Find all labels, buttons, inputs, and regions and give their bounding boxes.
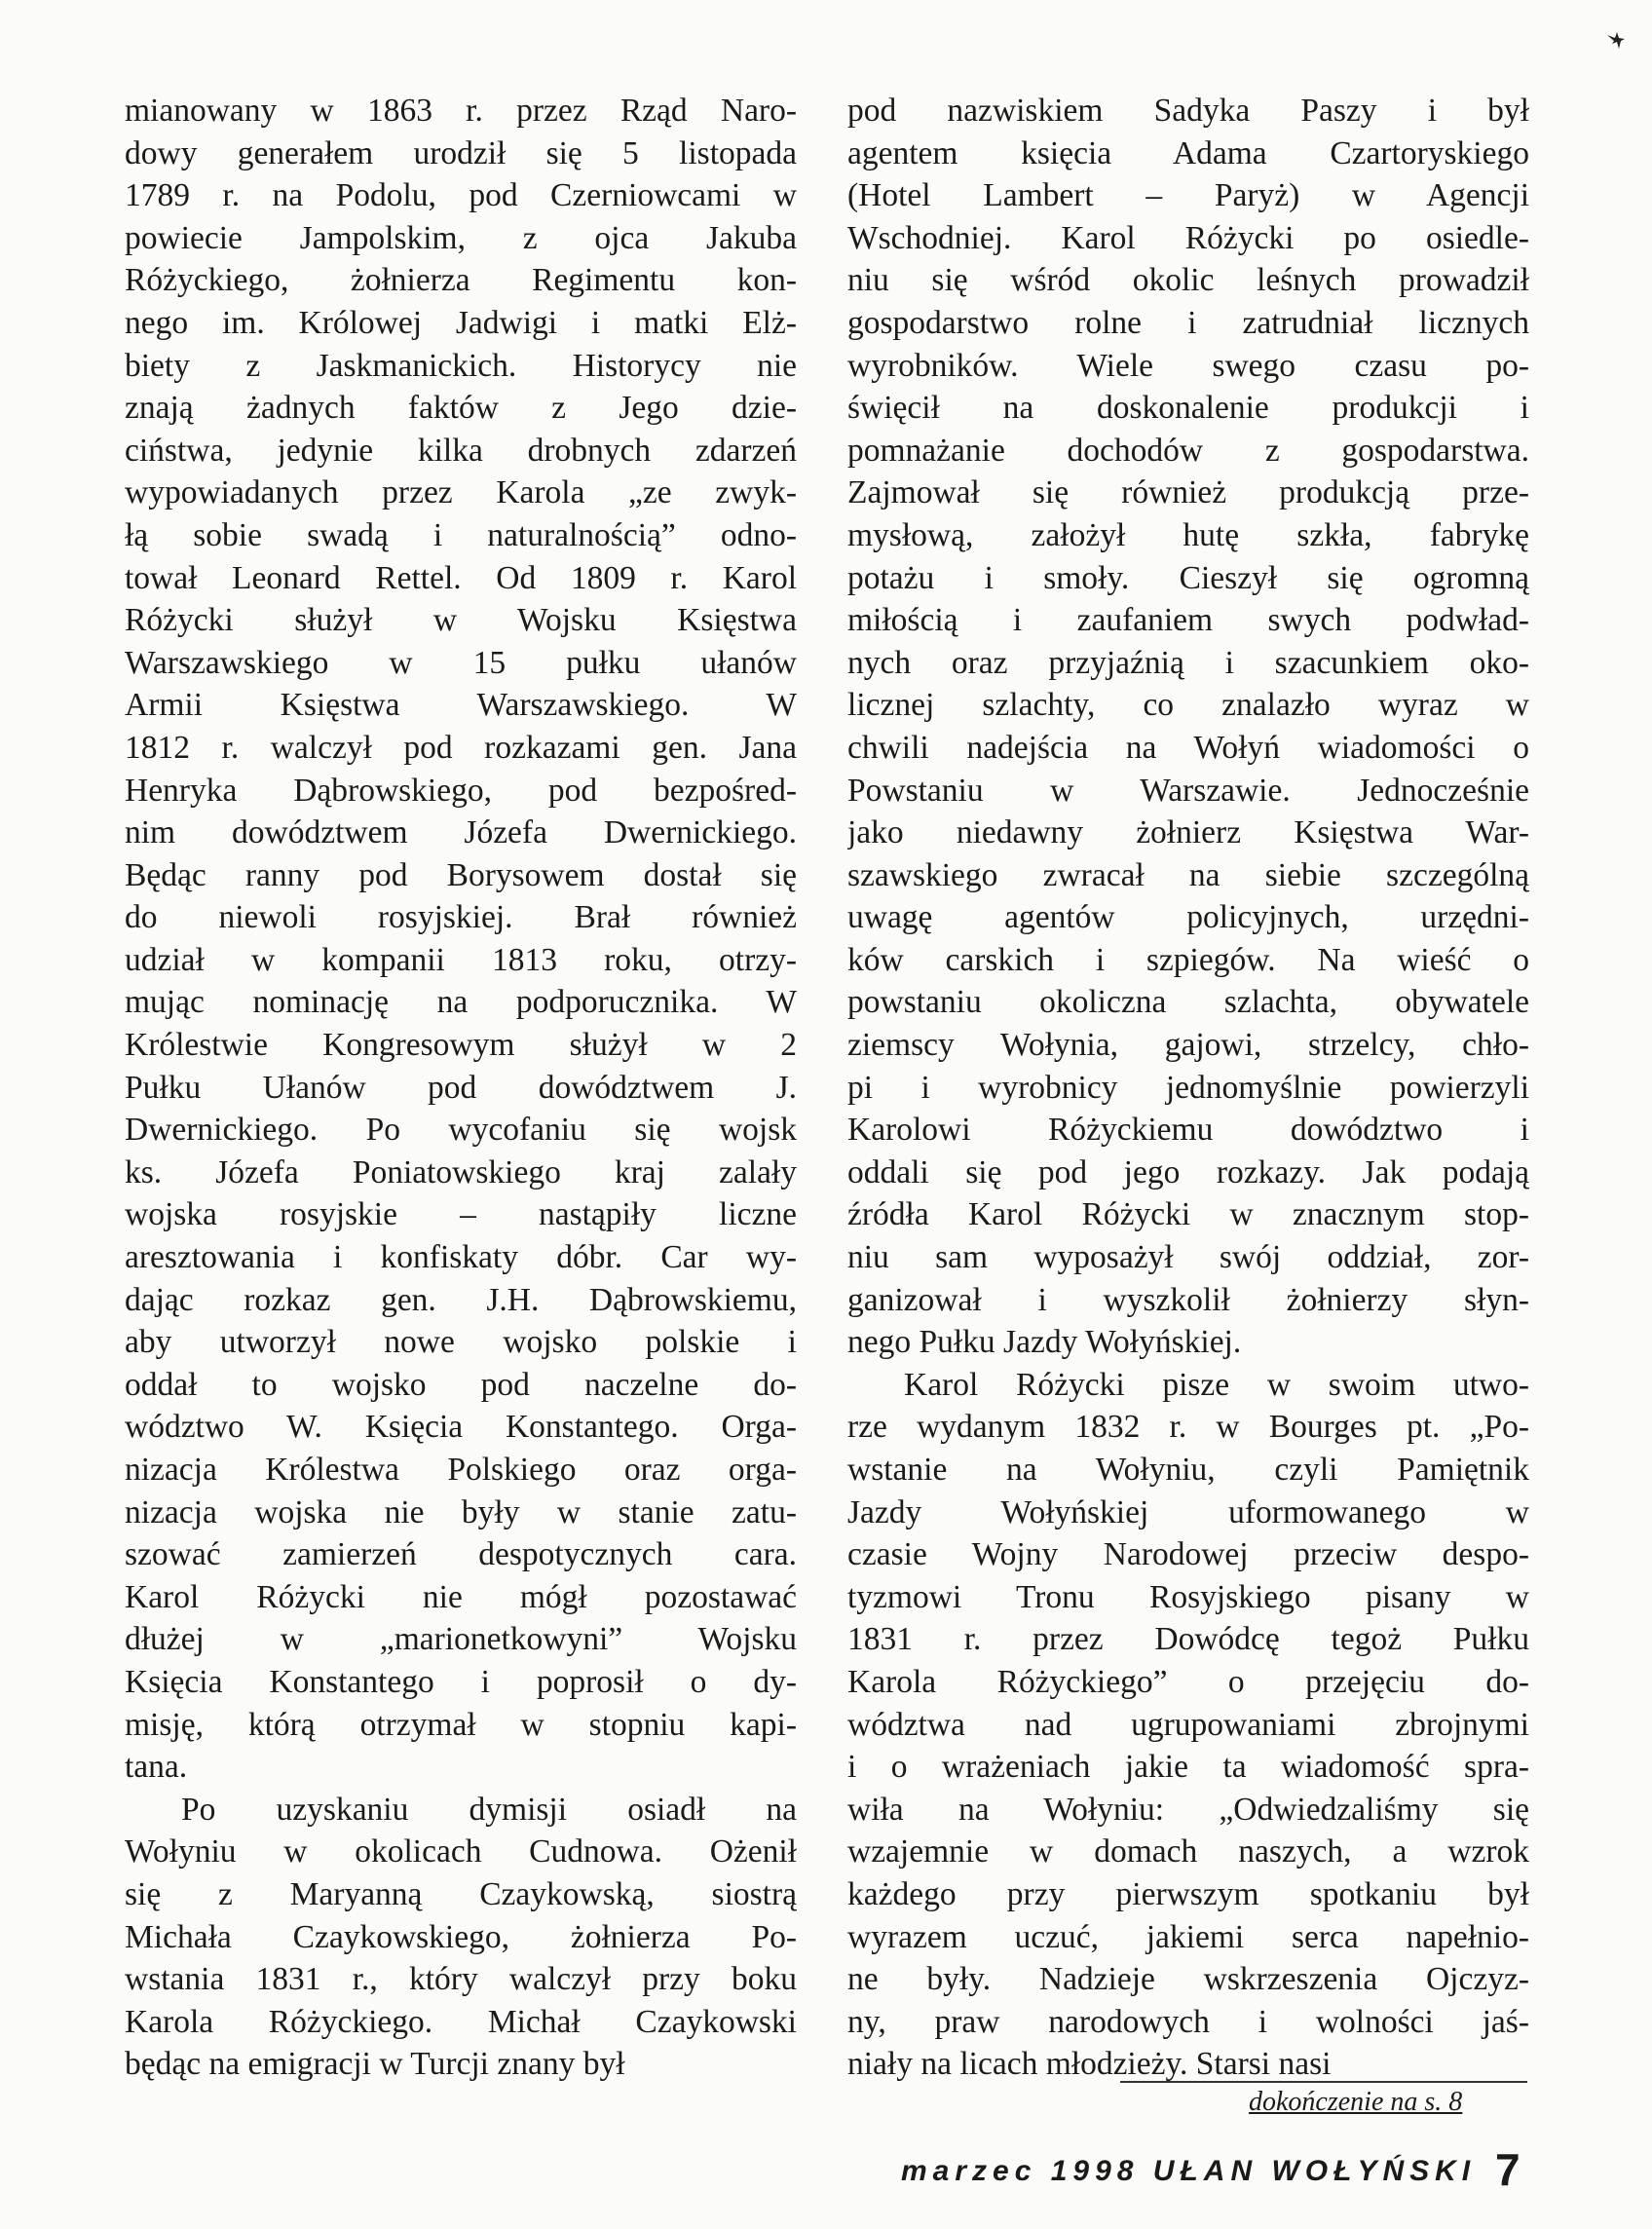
- text-line: nych oraz przyjaźnią i szacunkiem oko-: [847, 644, 1529, 681]
- text-line: udział w kompanii 1813 roku, otrzy-: [125, 941, 797, 978]
- text-line: licznej szlachty, co znalazło wyraz w: [847, 687, 1529, 724]
- text-line: do niewoli rosyjskiej. Brał również: [125, 899, 797, 936]
- text-line: powstaniu okoliczna szlachta, obywatele: [847, 984, 1529, 1021]
- text-line: wiła na Wołyniu: „Odwiedzaliśmy się: [847, 1791, 1529, 1828]
- text-line: misję, którą otrzymał w stopniu kapi-: [125, 1706, 797, 1743]
- text-line: źródła Karol Różycki w znacznym stop-: [847, 1196, 1529, 1233]
- text-line: chwili nadejścia na Wołyń wiadomości o: [847, 729, 1529, 766]
- text-line: szawskiego zwracał na siebie szczególną: [847, 856, 1529, 893]
- text-line: Królestwie Kongresowym służył w 2: [125, 1027, 797, 1064]
- text-line: ciństwa, jedynie kilka drobnych zdarzeń: [125, 432, 797, 469]
- text-line: niały na licach młodzieży. Starsi nasi: [847, 2046, 1332, 2083]
- text-line: ks. Józefa Poniatowskiego kraj zalały: [125, 1153, 797, 1190]
- text-line: powiecie Jampolskim, z ojca Jakuba: [125, 219, 797, 256]
- text-line: Wschodniej. Karol Różycki po osiedle-: [847, 219, 1529, 256]
- continuation-rule: [1120, 2081, 1527, 2083]
- text-line: agentem księcia Adama Czartoryskiego: [847, 134, 1529, 171]
- text-line: wództwa nad ugrupowaniami zbrojnymi: [847, 1706, 1529, 1743]
- text-line: mując nominację na podporucznika. W: [125, 984, 797, 1021]
- text-line: dowy generałem urodził się 5 listopada: [125, 134, 797, 171]
- text-line: uwagę agentów policyjnych, urzędni-: [847, 899, 1529, 936]
- text-line: Dwernickiego. Po wycofaniu się wojsk: [125, 1112, 797, 1149]
- text-line: łą sobie swadą i naturalnością” odno-: [125, 516, 797, 553]
- text-line: wypowiadanych przez Karola „ze zwyk-: [125, 474, 797, 511]
- article-column-left: [125, 90, 797, 2086]
- text-line: pi i wyrobnicy jednomyślnie powierzyli: [847, 1069, 1529, 1106]
- text-line: wzajemnie w domach naszych, a wzrok: [847, 1833, 1529, 1870]
- text-line: 1831 r. przez Dowódcę tegoż Pułku: [847, 1621, 1529, 1658]
- text-line: 1789 r. na Podolu, pod Czerniowcami w: [125, 177, 797, 214]
- text-line: rze wydanym 1832 r. w Bourges pt. „Po-: [847, 1409, 1529, 1446]
- text-line: ków carskich i szpiegów. Na wieść o: [847, 941, 1529, 978]
- text-line: Warszawskiego w 15 pułku ułanów: [125, 644, 797, 681]
- text-line: ziemscy Wołynia, gajowi, strzelcy, chło-: [847, 1027, 1529, 1064]
- text-line: biety z Jaskmanickich. Historycy nie: [125, 347, 797, 384]
- text-line: gospodarstwo rolne i zatrudniał licznych: [847, 304, 1529, 341]
- text-line: Michała Czaykowskiego, żołnierza Po-: [125, 1918, 797, 1955]
- text-line: nizacja wojska nie były w stanie zatu-: [125, 1493, 797, 1530]
- text-line: oddali się pod jego rozkazy. Jak podają: [847, 1153, 1529, 1190]
- text-line: potażu i smoły. Cieszył się ogromną: [847, 559, 1529, 596]
- text-line: ne były. Nadzieje wskrzeszenia Ojczyz-: [847, 1961, 1529, 1998]
- article-column-right: [847, 90, 1529, 2086]
- text-line: tował Leonard Rettel. Od 1809 r. Karol: [125, 559, 797, 596]
- text-line: Będąc ranny pod Borysowem dostał się: [125, 856, 797, 893]
- text-line: Karola Różyckiego” o przejęciu do-: [847, 1663, 1529, 1700]
- text-line: znają żadnych faktów z Jego dzie-: [125, 390, 797, 427]
- text-line: pomnażanie dochodów z gospodarstwa.: [847, 432, 1529, 469]
- text-line: niu sam wyposażył swój oddział, zor-: [847, 1239, 1529, 1276]
- text-line: jako niedawny żołnierz Księstwa War-: [847, 814, 1529, 851]
- text-line: Karolowi Różyckiemu dowództwo i: [847, 1112, 1529, 1149]
- text-line: ganizował i wyszkolił żołnierzy słyn-: [847, 1281, 1529, 1318]
- text-line: 1812 r. walczył pod rozkazami gen. Jana: [125, 729, 797, 766]
- text-line: szować zamierzeń despotycznych cara.: [125, 1536, 797, 1573]
- text-line: pod nazwiskiem Sadyka Paszy i był: [847, 93, 1529, 129]
- text-line: oddał to wojsko pod naczelne do-: [125, 1366, 797, 1403]
- text-line: mianowany w 1863 r. przez Rząd Naro-: [125, 93, 797, 129]
- text-line: każdego przy pierwszym spotkaniu był: [847, 1875, 1529, 1912]
- text-line: Pułku Ułanów pod dowództwem J.: [125, 1069, 797, 1106]
- text-line: wstanie na Wołyniu, czyli Pamiętnik: [847, 1452, 1529, 1488]
- text-line: tyzmowi Tronu Rosyjskiego pisany w: [847, 1578, 1529, 1615]
- text-line: tana.: [125, 1749, 188, 1786]
- text-line: czasie Wojny Narodowej przeciw despo-: [847, 1536, 1529, 1573]
- text-line: ny, praw narodowych i wolności jaś-: [847, 2003, 1529, 2040]
- text-line: Po uzyskaniu dymisji osiadł na: [181, 1791, 797, 1828]
- footer-issue: marzec 1998 UŁAN WOŁYŃSKI: [901, 2155, 1477, 2187]
- text-line: mysłową, założył hutę szkła, fabrykę: [847, 516, 1529, 553]
- text-line: nego im. Królowej Jadwigi i matki Elż-: [125, 304, 797, 341]
- text-line: Różyckiego, żołnierza Regimentu kon-: [125, 262, 797, 299]
- text-line: się z Maryanną Czaykowską, siostrą: [125, 1875, 797, 1912]
- text-line: aby utworzył nowe wojsko polskie i: [125, 1324, 797, 1361]
- text-line: Karola Różyckiego. Michał Czaykowski: [125, 2003, 797, 2040]
- text-line: dając rozkaz gen. J.H. Dąbrowskiemu,: [125, 1281, 797, 1318]
- text-line: Karol Różycki nie mógł pozostawać: [125, 1578, 797, 1615]
- text-line: Wołyniu w okolicach Cudnowa. Ożenił: [125, 1833, 797, 1870]
- text-line: wyrobników. Wiele swego czasu po-: [847, 347, 1529, 384]
- text-line: dłużej w „marionetkowyni” Wojsku: [125, 1621, 797, 1658]
- text-line: Henryka Dąbrowskiego, pod bezpośred-: [125, 772, 797, 809]
- continuation-note: dokończenie na s. 8: [1249, 2087, 1463, 2117]
- text-line: wyrazem uczuć, jakiemi serca napełnio-: [847, 1918, 1529, 1955]
- text-line: Różycki służył w Wojsku Księstwa: [125, 602, 797, 639]
- text-line: będąc na emigracji w Turcji znany był: [125, 2046, 625, 2083]
- text-line: Karol Różycki pisze w swoim utwo-: [904, 1366, 1529, 1403]
- text-line: niu się wśród okolic leśnych prowadził: [847, 262, 1529, 299]
- text-line: nim dowództwem Józefa Dwernickiego.: [125, 814, 797, 851]
- text-line: wództwo W. Księcia Konstantego. Orga-: [125, 1409, 797, 1446]
- text-line: święcił na doskonalenie produkcji i: [847, 390, 1529, 427]
- text-line: Księcia Konstantego i poprosił o dy-: [125, 1663, 797, 1700]
- text-line: (Hotel Lambert – Paryż) w Agencji: [847, 177, 1529, 214]
- page-number: 7: [1495, 2144, 1521, 2195]
- text-line: aresztowania i konfiskaty dóbr. Car wy-: [125, 1239, 797, 1276]
- text-line: nego Pułku Jazdy Wołyńskiej.: [847, 1324, 1242, 1361]
- text-line: i o wrażeniach jakie ta wiadomość spra-: [847, 1749, 1529, 1786]
- text-line: Zajmował się również produkcją prze-: [847, 474, 1529, 511]
- scan-mark-icon: [1605, 29, 1627, 53]
- text-line: wojska rosyjskie – nastąpiły liczne: [125, 1196, 797, 1233]
- text-line: nizacja Królestwa Polskiego oraz orga-: [125, 1452, 797, 1488]
- text-line: Armii Księstwa Warszawskiego. W: [125, 687, 797, 724]
- text-line: Powstaniu w Warszawie. Jednocześnie: [847, 772, 1529, 809]
- text-line: wstania 1831 r., który walczył przy boku: [125, 1961, 797, 1998]
- text-line: Jazdy Wołyńskiej uformowanego w: [847, 1493, 1529, 1530]
- text-line: miłością i zaufaniem swych podwład-: [847, 602, 1529, 639]
